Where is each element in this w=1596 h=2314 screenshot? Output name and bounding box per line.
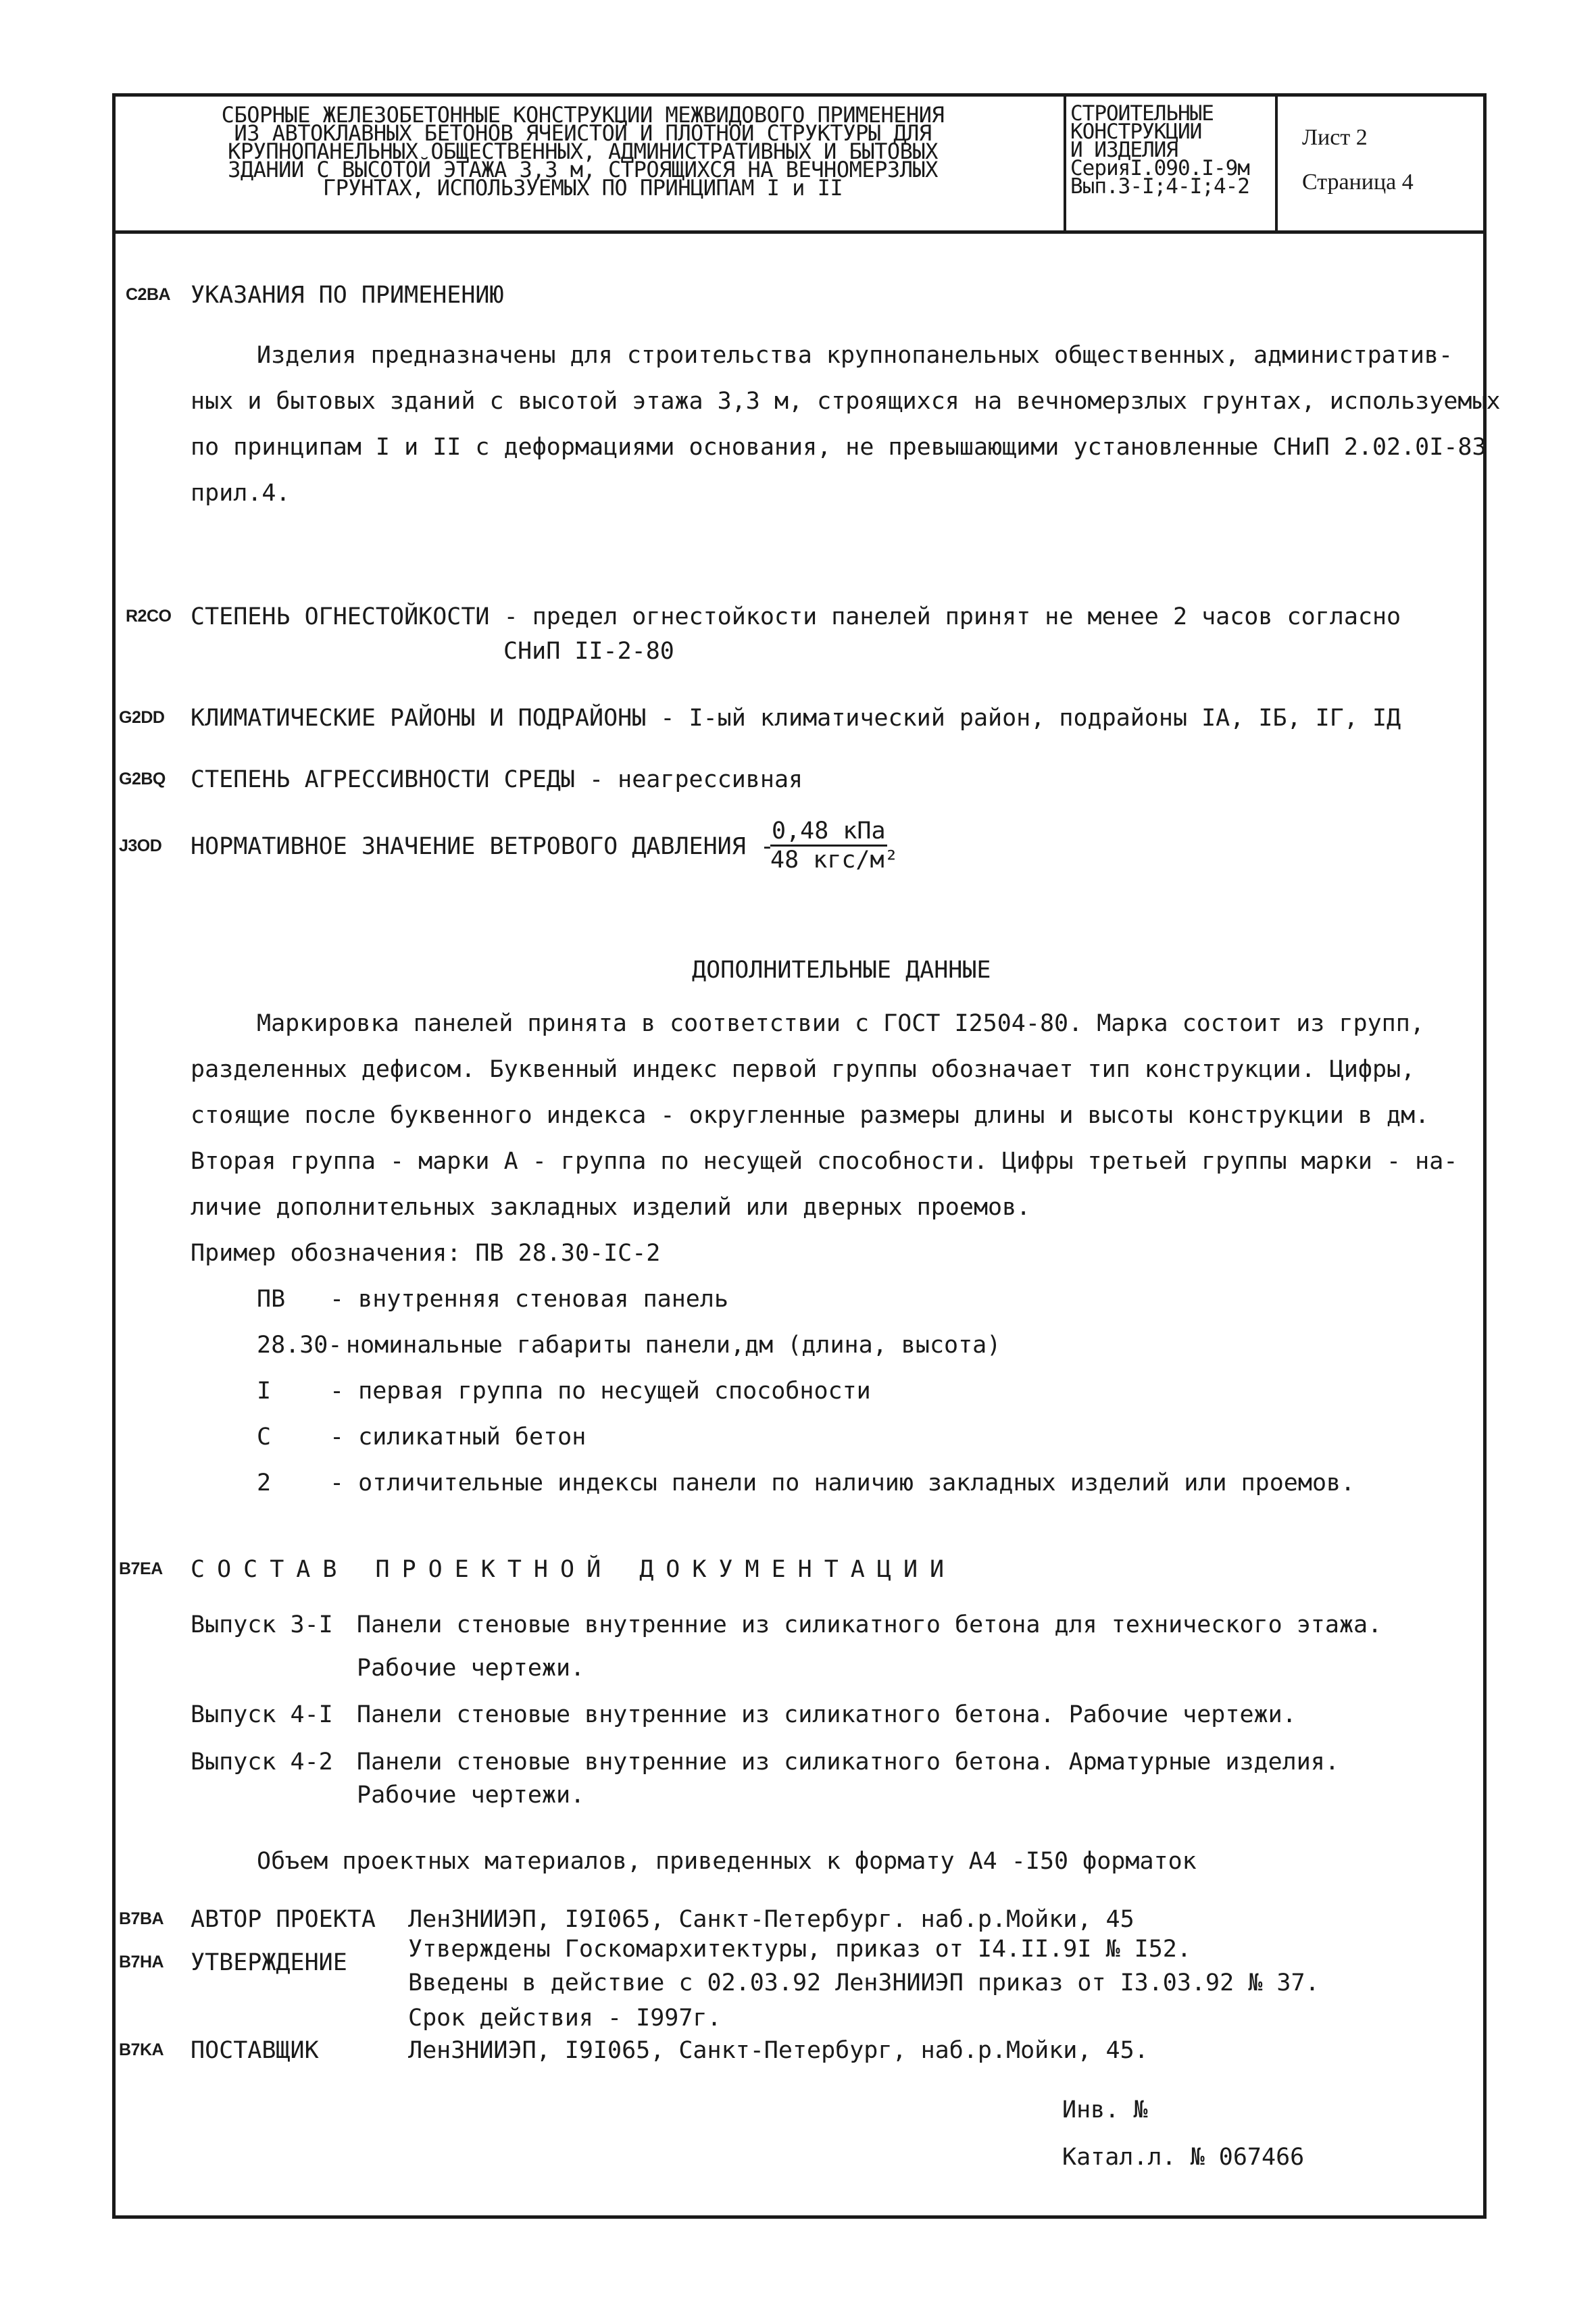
usage-line: прил.4. <box>191 480 291 507</box>
supplier-value: ЛенЗНИИЭП, I9I065, Санкт-Петербург, наб.р.Мойки, 45. <box>408 2037 1149 2064</box>
section-code: R2CO <box>126 607 172 626</box>
section-code: C2BA <box>126 285 171 304</box>
approval-line: Утверждены Госкомархитектуры, приказ от I4.II.9I № I52. <box>408 1936 1191 1963</box>
aggressiveness-text: СТЕПЕНЬ АГРЕССИВНОСТИ СРЕДЫ - неагрессивная <box>191 766 803 793</box>
additional-line: Вторая группа - марки А - группа по несущей способности. Цифры третьей группы марки - на- <box>191 1148 1458 1175</box>
additional-line: разделенных дефисом. Буквенный индекс первой группы обозначает тип конструкции. Цифры, <box>191 1056 1416 1083</box>
designation-example: Пример обозначения: ПВ 28.30-IС-2 <box>191 1240 661 1267</box>
issue-label: Выпуск 4-I <box>191 1701 333 1728</box>
legend-key: С <box>257 1424 272 1451</box>
section-code: B7EA <box>119 1559 163 1578</box>
composition-heading: СОСТАВ ПРОЕКТНОЙ ДОКУМЕНТАЦИИ <box>191 1556 957 1583</box>
legend-key: ПВ <box>257 1286 286 1313</box>
page-number: Страница 4 <box>1302 170 1414 195</box>
legend-key: 28.30- <box>257 1332 343 1359</box>
approval-line: Срок действия - I997г. <box>408 2005 722 2032</box>
catalog-number: Катал.л. № 067466 <box>1062 2144 1305 2171</box>
author-value: ЛенЗНИИЭП, I9I065, Санкт-Петербург. наб.р.Мойки, 45 <box>408 1906 1134 1933</box>
approval-line: Введены в действие с 02.03.92 ЛенЗНИИЭП приказ от I3.03.92 № 37. <box>408 1969 1320 1996</box>
series-line: СТРОИТЕЛЬНЫЕ <box>1070 101 1214 126</box>
title-line: СБОРНЫЕ ЖЕЛЕЗОБЕТОННЫЕ КОНСТРУКЦИИ МЕЖВИДОВОГО ПРИМЕНЕНИЯ <box>221 102 945 128</box>
volume-text: Объем проектных материалов, приведенных к формату А4 -I50 форматок <box>257 1848 1197 1875</box>
inventory-number: Инв. № <box>1062 2096 1148 2123</box>
series-block <box>1066 97 1278 230</box>
series-line: Вып.3-I;4-I;4-2 <box>1070 174 1249 199</box>
additional-line: стоящие после буквенного индекса - округленные размеры длины и высоты конструкции в дм. <box>191 1102 1430 1129</box>
title-line: КРУПНОПАНЕЛЬНЫХ ОБЩЕСТВЕННЫХ, АДМИНИСТРАТИВНЫХ И БЫТОВЫХ <box>228 139 938 164</box>
legend-desc: - первая группа по несущей способности <box>330 1378 871 1405</box>
section-code: G2DD <box>119 708 165 727</box>
author-label: АВТОР ПРОЕКТА <box>191 1906 376 1933</box>
wind-label: НОРМАТИВНОЕ ЗНАЧЕНИЕ ВЕТРОВОГО ДАВЛЕНИЯ - <box>191 833 774 860</box>
wind-value-kpa: 0,48 кПа <box>770 818 887 847</box>
issue-title: Панели стеновые внутренние из силикатного бетона. Рабочие чертежи. <box>357 1701 1297 1728</box>
additional-line: Маркировка панелей принята в соответствии с ГОСТ I2504-80. Марка состоит из групп, <box>257 1010 1424 1037</box>
additional-line: личие дополнительных закладных изделий или дверных проемов. <box>191 1194 1031 1221</box>
legend-desc: номинальные габариты панели,дм (длина, высота) <box>346 1332 1001 1359</box>
usage-line: ных и бытовых зданий с высотой этажа 3,3 м, строящихся на вечномерзлых грунтах, используемых <box>191 388 1501 415</box>
legend-key: I <box>257 1378 272 1405</box>
title-line: ЗДАНИЙ С ВЫСОТОЙ ЭТАЖА 3,3 м, СТРОЯЩИХСЯ НА ВЕЧНОМЕРЗЛЫХ <box>228 157 938 182</box>
wind-value-kgf: 48 кгс/м² <box>770 847 899 874</box>
title-line: ИЗ АВТОКЛАВНЫХ БЕТОНОВ ЯЧЕИСТОЙ И ПЛОТНОЙ СТРУКТУРЫ ДЛЯ <box>234 120 932 146</box>
additional-heading: ДОПОЛНИТЕЛЬНЫЕ ДАННЫЕ <box>692 957 991 984</box>
legend-desc: - силикатный бетон <box>330 1424 587 1451</box>
supplier-label: ПОСТАВЩИК <box>191 2037 319 2064</box>
legend-desc: - внутренняя стеновая панель <box>330 1286 729 1313</box>
usage-line: Изделия предназначены для строительства крупнопанельных общественных, административ- <box>257 342 1453 369</box>
sheet-number: Лист 2 <box>1302 125 1368 150</box>
series-line: СерияI.090.I-9м <box>1070 156 1249 180</box>
section-code: B7KA <box>119 2040 164 2059</box>
section-code: B7BA <box>119 1909 164 1928</box>
climate-text: КЛИМАТИЧЕСКИЕ РАЙОНЫ И ПОДРАЙОНЫ - I-ый климатический район, подрайоны IА, IБ, IГ, IД <box>191 705 1401 732</box>
issue-title: Панели стеновые внутренние из силикатного бетона для технического этажа. <box>357 1611 1382 1638</box>
issue-title-cont: Рабочие чертежи. <box>357 1782 585 1809</box>
title-block <box>116 97 1483 234</box>
usage-line: по принципам I и II с деформациями основания, не превышающими установленные СНиП 2.02.0I-83 <box>191 434 1487 461</box>
fire-resistance-text: СТЕПЕНЬ ОГНЕСТОЙКОСТИ - предел огнестойкости панелей принят не менее 2 часов согласно <box>191 603 1401 630</box>
series-line: КОНСТРУКЦИИ <box>1070 120 1202 144</box>
section-code: J3OD <box>119 836 162 855</box>
document-title <box>116 97 1066 230</box>
issue-label: Выпуск 4-2 <box>191 1749 333 1776</box>
issue-title-cont: Рабочие чертежи. <box>357 1655 585 1682</box>
approval-label: УТВЕРЖДЕНИЕ <box>191 1949 347 1976</box>
legend-key: 2 <box>257 1469 272 1496</box>
usage-heading: УКАЗАНИЯ ПО ПРИМЕНЕНИЮ <box>191 282 504 309</box>
section-code: G2BQ <box>119 770 166 788</box>
section-code: B7HA <box>119 1953 164 1971</box>
series-line: И ИЗДЕЛИЯ <box>1070 138 1178 162</box>
issue-title: Панели стеновые внутренние из силикатного бетона. Арматурные изделия. <box>357 1749 1339 1776</box>
legend-desc: - отличительные индексы панели по наличию закладных изделий или проемов. <box>330 1469 1355 1496</box>
title-line: ГРУНТАХ, ИСПОЛЬЗУЕМЫХ ПО ПРИНЦИПАМ I и II <box>322 175 843 201</box>
issue-label: Выпуск 3-I <box>191 1611 333 1638</box>
wind-value-fraction <box>770 818 899 874</box>
sheet-block <box>1278 97 1483 230</box>
fire-resistance-norm: СНиП II-2-80 <box>503 638 674 665</box>
